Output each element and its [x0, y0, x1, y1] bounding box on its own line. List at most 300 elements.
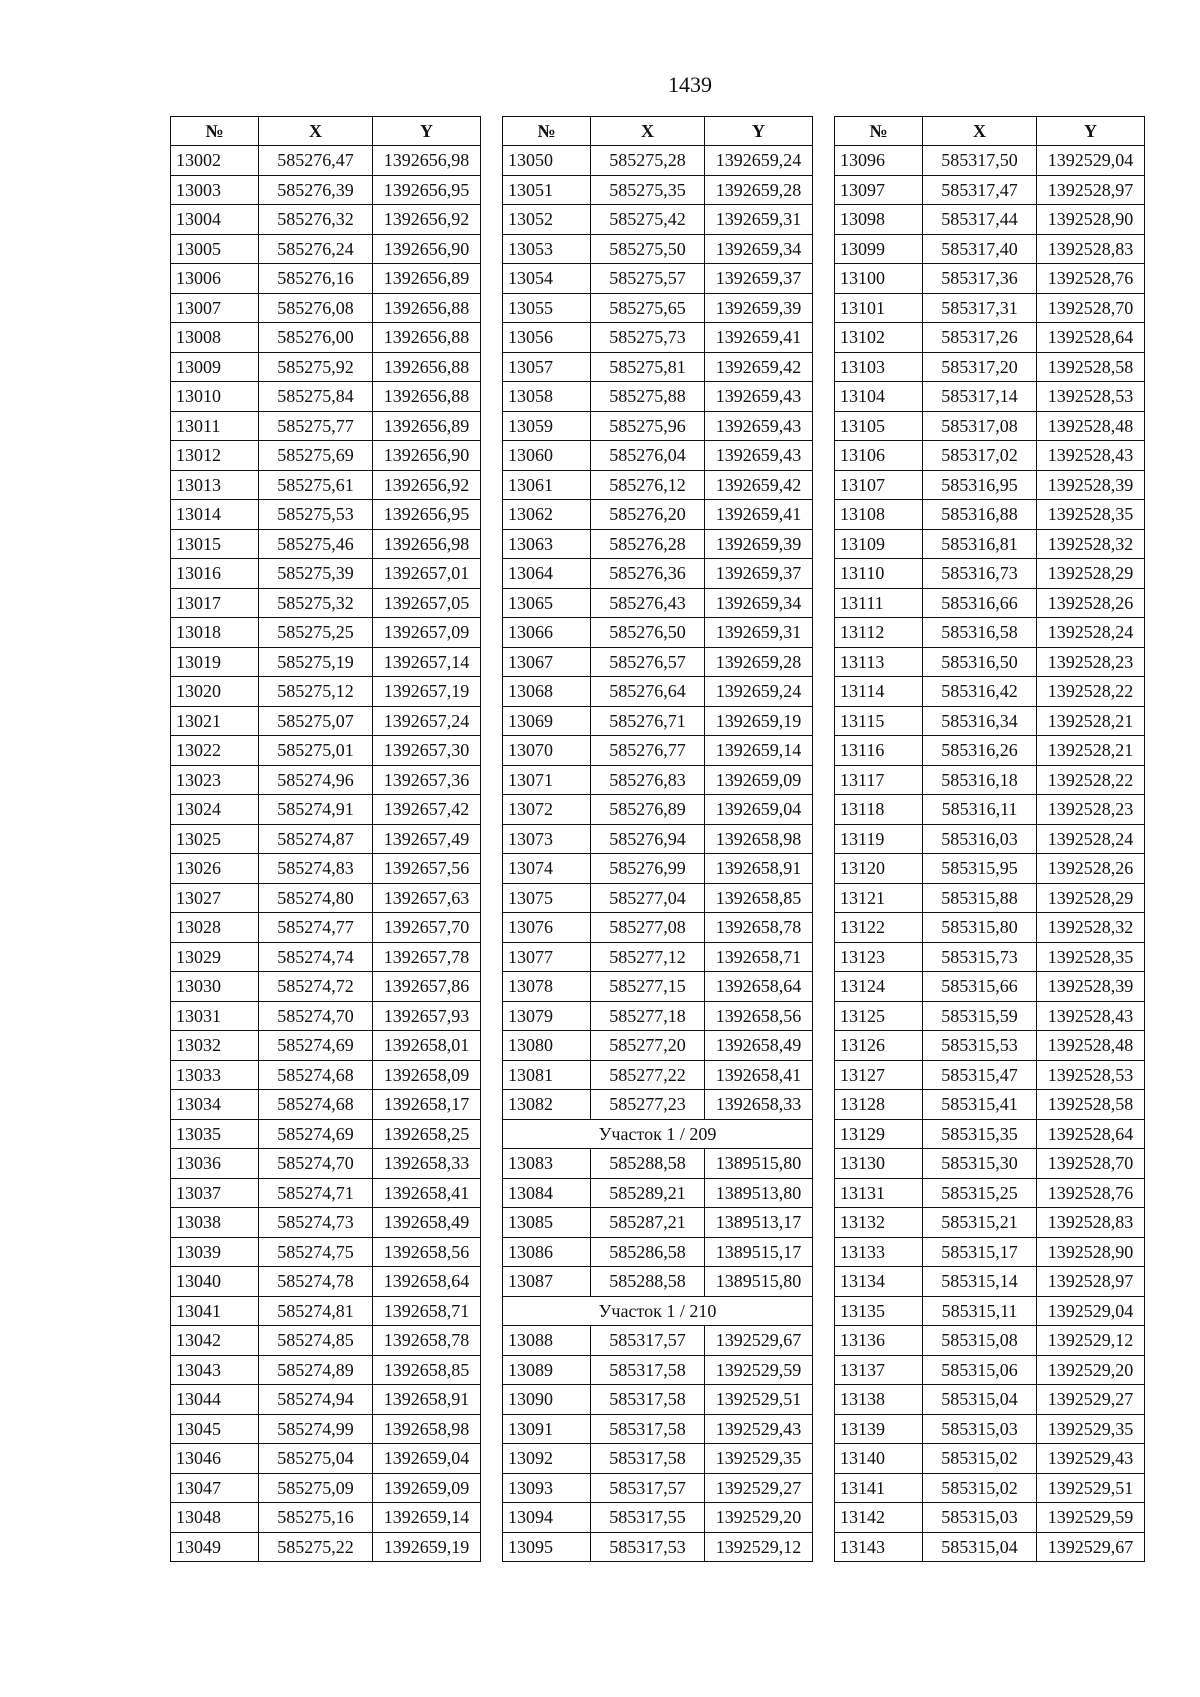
y-coordinate: 1392529,67	[1037, 1532, 1145, 1562]
y-coordinate: 1392659,19	[705, 706, 813, 736]
x-coordinate: 585277,12	[591, 942, 705, 972]
y-coordinate: 1392528,43	[1037, 1001, 1145, 1031]
table-row	[835, 411, 1145, 441]
x-coordinate: 585316,81	[923, 529, 1037, 559]
x-coordinate: 585316,95	[923, 470, 1037, 500]
y-coordinate: 1392656,95	[373, 500, 481, 530]
x-coordinate: 585315,02	[923, 1473, 1037, 1503]
x-coordinate: 585315,95	[923, 854, 1037, 884]
point-number: 13008	[171, 323, 259, 353]
section-row	[503, 1119, 813, 1149]
y-coordinate: 1392658,33	[705, 1090, 813, 1120]
y-coordinate: 1392659,41	[705, 323, 813, 353]
x-coordinate: 585317,58	[591, 1355, 705, 1385]
table-row	[503, 1001, 813, 1031]
x-coordinate: 585276,94	[591, 824, 705, 854]
point-number: 13104	[835, 382, 923, 412]
y-coordinate: 1392659,09	[373, 1473, 481, 1503]
point-number: 13071	[503, 765, 591, 795]
x-coordinate: 585317,55	[591, 1503, 705, 1533]
header-y: Y	[705, 117, 813, 146]
x-coordinate: 585274,69	[259, 1119, 373, 1149]
point-number: 13137	[835, 1355, 923, 1385]
table-row	[503, 352, 813, 382]
point-number: 13003	[171, 175, 259, 205]
y-coordinate: 1392657,14	[373, 647, 481, 677]
point-number: 13098	[835, 205, 923, 235]
page-number: 1439	[668, 72, 712, 97]
y-coordinate: 1392657,05	[373, 588, 481, 618]
x-coordinate: 585274,69	[259, 1031, 373, 1061]
table-row	[835, 883, 1145, 913]
point-number: 13139	[835, 1414, 923, 1444]
x-coordinate: 585316,03	[923, 824, 1037, 854]
table-row	[835, 1060, 1145, 1090]
table-row	[171, 854, 481, 884]
x-coordinate: 585276,04	[591, 441, 705, 471]
table-row	[835, 1532, 1145, 1562]
x-coordinate: 585275,65	[591, 293, 705, 323]
point-number: 13118	[835, 795, 923, 825]
x-coordinate: 585274,94	[259, 1385, 373, 1415]
y-coordinate: 1392656,98	[373, 529, 481, 559]
y-coordinate: 1392659,04	[705, 795, 813, 825]
header-number: №	[835, 117, 923, 146]
x-coordinate: 585276,12	[591, 470, 705, 500]
point-number: 13103	[835, 352, 923, 382]
point-number: 13025	[171, 824, 259, 854]
table-row	[503, 1060, 813, 1090]
y-coordinate: 1392656,92	[373, 205, 481, 235]
y-coordinate: 1392528,48	[1037, 1031, 1145, 1061]
x-coordinate: 585274,74	[259, 942, 373, 972]
point-number: 13095	[503, 1532, 591, 1562]
x-coordinate: 585275,35	[591, 175, 705, 205]
point-number: 13106	[835, 441, 923, 471]
table-row	[171, 175, 481, 205]
x-coordinate: 585275,53	[259, 500, 373, 530]
x-coordinate: 585275,09	[259, 1473, 373, 1503]
y-coordinate: 1392659,04	[373, 1444, 481, 1474]
y-coordinate: 1392529,67	[705, 1326, 813, 1356]
y-coordinate: 1392528,21	[1037, 706, 1145, 736]
table-row	[503, 146, 813, 176]
table-row	[171, 795, 481, 825]
y-coordinate: 1392659,09	[705, 765, 813, 795]
x-coordinate: 585288,58	[591, 1267, 705, 1297]
y-coordinate: 1392529,04	[1037, 1296, 1145, 1326]
point-number: 13090	[503, 1385, 591, 1415]
x-coordinate: 585276,64	[591, 677, 705, 707]
x-coordinate: 585316,50	[923, 647, 1037, 677]
table-row	[171, 942, 481, 972]
table-row	[171, 500, 481, 530]
table-row	[503, 293, 813, 323]
x-coordinate: 585274,72	[259, 972, 373, 1002]
x-coordinate: 585317,36	[923, 264, 1037, 294]
y-coordinate: 1392529,27	[1037, 1385, 1145, 1415]
coordinates-table-3	[834, 116, 1145, 1562]
x-coordinate: 585317,57	[591, 1473, 705, 1503]
x-coordinate: 585276,00	[259, 323, 373, 353]
x-coordinate: 585315,30	[923, 1149, 1037, 1179]
x-coordinate: 585317,02	[923, 441, 1037, 471]
table-row	[835, 1149, 1145, 1179]
table-row	[171, 1001, 481, 1031]
point-number: 13119	[835, 824, 923, 854]
table-row	[835, 293, 1145, 323]
point-number: 13041	[171, 1296, 259, 1326]
y-coordinate: 1392658,78	[705, 913, 813, 943]
point-number: 13128	[835, 1090, 923, 1120]
table-row	[171, 1237, 481, 1267]
y-coordinate: 1392659,14	[705, 736, 813, 766]
x-coordinate: 585275,81	[591, 352, 705, 382]
y-coordinate: 1392528,26	[1037, 588, 1145, 618]
point-number: 13107	[835, 470, 923, 500]
table-row	[171, 1031, 481, 1061]
table-row	[171, 1532, 481, 1562]
table-row	[503, 588, 813, 618]
x-coordinate: 585316,58	[923, 618, 1037, 648]
y-coordinate: 1392528,26	[1037, 854, 1145, 884]
y-coordinate: 1392657,01	[373, 559, 481, 589]
y-coordinate: 1392528,76	[1037, 1178, 1145, 1208]
table-row	[835, 205, 1145, 235]
point-number: 13063	[503, 529, 591, 559]
table-row	[503, 264, 813, 294]
y-coordinate: 1392528,23	[1037, 647, 1145, 677]
table-row	[171, 883, 481, 913]
y-coordinate: 1392658,98	[373, 1414, 481, 1444]
x-coordinate: 585316,42	[923, 677, 1037, 707]
y-coordinate: 1392528,29	[1037, 883, 1145, 913]
y-coordinate: 1392658,64	[705, 972, 813, 1002]
table-row	[171, 146, 481, 176]
point-number: 13073	[503, 824, 591, 854]
point-number: 13122	[835, 913, 923, 943]
table-row	[503, 470, 813, 500]
table-row	[835, 1355, 1145, 1385]
header-x: X	[259, 117, 373, 146]
y-coordinate: 1389515,80	[705, 1149, 813, 1179]
x-coordinate: 585275,92	[259, 352, 373, 382]
table-row	[171, 1149, 481, 1179]
table-row	[835, 824, 1145, 854]
y-coordinate: 1392529,51	[705, 1385, 813, 1415]
point-number: 13053	[503, 234, 591, 264]
point-number: 13064	[503, 559, 591, 589]
table-row	[835, 588, 1145, 618]
x-coordinate: 585277,18	[591, 1001, 705, 1031]
y-coordinate: 1392659,41	[705, 500, 813, 530]
x-coordinate: 585315,66	[923, 972, 1037, 1002]
point-number: 13136	[835, 1326, 923, 1356]
x-coordinate: 585276,43	[591, 588, 705, 618]
table-row	[835, 470, 1145, 500]
table-row	[503, 1532, 813, 1562]
table-row	[835, 1031, 1145, 1061]
y-coordinate: 1392656,88	[373, 352, 481, 382]
y-coordinate: 1392658,01	[373, 1031, 481, 1061]
y-coordinate: 1392528,83	[1037, 1208, 1145, 1238]
x-coordinate: 585275,73	[591, 323, 705, 353]
x-coordinate: 585317,57	[591, 1326, 705, 1356]
point-number: 13074	[503, 854, 591, 884]
point-number: 13096	[835, 146, 923, 176]
table-row	[835, 647, 1145, 677]
point-number: 13009	[171, 352, 259, 382]
table-row	[835, 942, 1145, 972]
table-header-row	[835, 117, 1145, 146]
y-coordinate: 1392656,90	[373, 234, 481, 264]
point-number: 13109	[835, 529, 923, 559]
table-row	[171, 1296, 481, 1326]
x-coordinate: 585274,70	[259, 1149, 373, 1179]
point-number: 13014	[171, 500, 259, 530]
table-row	[835, 1473, 1145, 1503]
header-x: X	[591, 117, 705, 146]
y-coordinate: 1392658,33	[373, 1149, 481, 1179]
x-coordinate: 585277,08	[591, 913, 705, 943]
y-coordinate: 1392656,88	[373, 323, 481, 353]
y-coordinate: 1392529,04	[1037, 146, 1145, 176]
point-number: 13108	[835, 500, 923, 530]
point-number: 13054	[503, 264, 591, 294]
x-coordinate: 585277,23	[591, 1090, 705, 1120]
x-coordinate: 585274,85	[259, 1326, 373, 1356]
point-number: 13097	[835, 175, 923, 205]
table-row	[171, 1267, 481, 1297]
table-row	[171, 588, 481, 618]
table-row	[835, 1090, 1145, 1120]
y-coordinate: 1392659,24	[705, 146, 813, 176]
table-row	[835, 677, 1145, 707]
table-row	[835, 795, 1145, 825]
point-number: 13021	[171, 706, 259, 736]
y-coordinate: 1392528,24	[1037, 824, 1145, 854]
table-row	[503, 883, 813, 913]
table-row	[503, 854, 813, 884]
table-row	[835, 264, 1145, 294]
table-row	[171, 824, 481, 854]
y-coordinate: 1392657,09	[373, 618, 481, 648]
y-coordinate: 1392659,43	[705, 382, 813, 412]
table-row	[835, 352, 1145, 382]
y-coordinate: 1392657,30	[373, 736, 481, 766]
point-number: 13076	[503, 913, 591, 943]
y-coordinate: 1392659,42	[705, 470, 813, 500]
point-number: 13116	[835, 736, 923, 766]
point-number: 13111	[835, 588, 923, 618]
table-row	[171, 1414, 481, 1444]
y-coordinate: 1392656,89	[373, 411, 481, 441]
x-coordinate: 585317,20	[923, 352, 1037, 382]
point-number: 13056	[503, 323, 591, 353]
point-number: 13017	[171, 588, 259, 618]
x-coordinate: 585317,58	[591, 1385, 705, 1415]
point-number: 13117	[835, 765, 923, 795]
table-row	[171, 972, 481, 1002]
point-number: 13023	[171, 765, 259, 795]
point-number: 13093	[503, 1473, 591, 1503]
coordinates-table-1	[170, 116, 481, 1562]
y-coordinate: 1392529,35	[705, 1444, 813, 1474]
x-coordinate: 585316,73	[923, 559, 1037, 589]
x-coordinate: 585276,47	[259, 146, 373, 176]
y-coordinate: 1392528,58	[1037, 1090, 1145, 1120]
point-number: 13019	[171, 647, 259, 677]
point-number: 13068	[503, 677, 591, 707]
x-coordinate: 585274,68	[259, 1060, 373, 1090]
point-number: 13134	[835, 1267, 923, 1297]
x-coordinate: 585317,53	[591, 1532, 705, 1562]
x-coordinate: 585274,83	[259, 854, 373, 884]
table-row	[171, 1503, 481, 1533]
table-row	[835, 146, 1145, 176]
x-coordinate: 585275,25	[259, 618, 373, 648]
point-number: 13043	[171, 1355, 259, 1385]
y-coordinate: 1392659,28	[705, 175, 813, 205]
table-row	[835, 1385, 1145, 1415]
table-row	[503, 942, 813, 972]
point-number: 13061	[503, 470, 591, 500]
point-number: 13012	[171, 441, 259, 471]
y-coordinate: 1392528,53	[1037, 382, 1145, 412]
table-row	[835, 1267, 1145, 1297]
table-row	[171, 765, 481, 795]
table-row	[503, 1326, 813, 1356]
table-row	[835, 618, 1145, 648]
table-row	[503, 1178, 813, 1208]
x-coordinate: 585315,80	[923, 913, 1037, 943]
table-row	[171, 618, 481, 648]
point-number: 13132	[835, 1208, 923, 1238]
y-coordinate: 1392658,25	[373, 1119, 481, 1149]
y-coordinate: 1392659,34	[705, 588, 813, 618]
table-row	[835, 1296, 1145, 1326]
x-coordinate: 585275,77	[259, 411, 373, 441]
point-number: 13029	[171, 942, 259, 972]
point-number: 13015	[171, 529, 259, 559]
table-row	[835, 913, 1145, 943]
table-row	[835, 972, 1145, 1002]
y-coordinate: 1392528,76	[1037, 264, 1145, 294]
header-number: №	[171, 117, 259, 146]
x-coordinate: 585315,04	[923, 1532, 1037, 1562]
point-number: 13049	[171, 1532, 259, 1562]
table-row	[171, 736, 481, 766]
point-number: 13079	[503, 1001, 591, 1031]
x-coordinate: 585274,91	[259, 795, 373, 825]
x-coordinate: 585275,50	[591, 234, 705, 264]
x-coordinate: 585316,88	[923, 500, 1037, 530]
point-number: 13005	[171, 234, 259, 264]
y-coordinate: 1392528,29	[1037, 559, 1145, 589]
point-number: 13004	[171, 205, 259, 235]
y-coordinate: 1392528,35	[1037, 500, 1145, 530]
y-coordinate: 1392657,56	[373, 854, 481, 884]
y-coordinate: 1392658,98	[705, 824, 813, 854]
point-number: 13082	[503, 1090, 591, 1120]
table-row	[503, 972, 813, 1002]
table-row	[503, 323, 813, 353]
coordinates-table-2	[502, 116, 813, 1562]
point-number: 13091	[503, 1414, 591, 1444]
point-number: 13026	[171, 854, 259, 884]
point-number: 13062	[503, 500, 591, 530]
y-coordinate: 1392656,88	[373, 293, 481, 323]
x-coordinate: 585277,04	[591, 883, 705, 913]
y-coordinate: 1392659,43	[705, 411, 813, 441]
x-coordinate: 585277,20	[591, 1031, 705, 1061]
table-row	[503, 913, 813, 943]
y-coordinate: 1392658,49	[705, 1031, 813, 1061]
table-row	[503, 1237, 813, 1267]
point-number: 13047	[171, 1473, 259, 1503]
y-coordinate: 1392529,27	[705, 1473, 813, 1503]
x-coordinate: 585276,20	[591, 500, 705, 530]
table-row	[503, 1208, 813, 1238]
point-number: 13133	[835, 1237, 923, 1267]
y-coordinate: 1392658,85	[373, 1355, 481, 1385]
y-coordinate: 1392529,12	[1037, 1326, 1145, 1356]
y-coordinate: 1392528,32	[1037, 529, 1145, 559]
x-coordinate: 585277,22	[591, 1060, 705, 1090]
table-row	[171, 1178, 481, 1208]
table-row	[503, 529, 813, 559]
y-coordinate: 1392658,56	[373, 1237, 481, 1267]
point-number: 13033	[171, 1060, 259, 1090]
table-row	[835, 1414, 1145, 1444]
point-number: 13069	[503, 706, 591, 736]
x-coordinate: 585315,47	[923, 1060, 1037, 1090]
y-coordinate: 1392529,12	[705, 1532, 813, 1562]
x-coordinate: 585275,57	[591, 264, 705, 294]
x-coordinate: 585274,71	[259, 1178, 373, 1208]
y-coordinate: 1392658,78	[373, 1326, 481, 1356]
table-row	[171, 234, 481, 264]
point-number: 13040	[171, 1267, 259, 1297]
point-number: 13123	[835, 942, 923, 972]
y-coordinate: 1392528,22	[1037, 677, 1145, 707]
x-coordinate: 585275,19	[259, 647, 373, 677]
point-number: 13131	[835, 1178, 923, 1208]
table-row	[835, 323, 1145, 353]
x-coordinate: 585315,14	[923, 1267, 1037, 1297]
x-coordinate: 585275,88	[591, 382, 705, 412]
point-number: 13052	[503, 205, 591, 235]
point-number: 13031	[171, 1001, 259, 1031]
header-x: X	[923, 117, 1037, 146]
y-coordinate: 1392528,48	[1037, 411, 1145, 441]
table-row	[503, 795, 813, 825]
x-coordinate: 585275,22	[259, 1532, 373, 1562]
table-row	[503, 382, 813, 412]
table-row	[171, 706, 481, 736]
x-coordinate: 585315,41	[923, 1090, 1037, 1120]
point-number: 13135	[835, 1296, 923, 1326]
y-coordinate: 1392659,37	[705, 264, 813, 294]
table-row	[503, 765, 813, 795]
y-coordinate: 1392659,31	[705, 618, 813, 648]
x-coordinate: 585276,16	[259, 264, 373, 294]
point-number: 13143	[835, 1532, 923, 1562]
point-number: 13016	[171, 559, 259, 589]
table-row	[171, 293, 481, 323]
y-coordinate: 1392657,78	[373, 942, 481, 972]
x-coordinate: 585274,68	[259, 1090, 373, 1120]
